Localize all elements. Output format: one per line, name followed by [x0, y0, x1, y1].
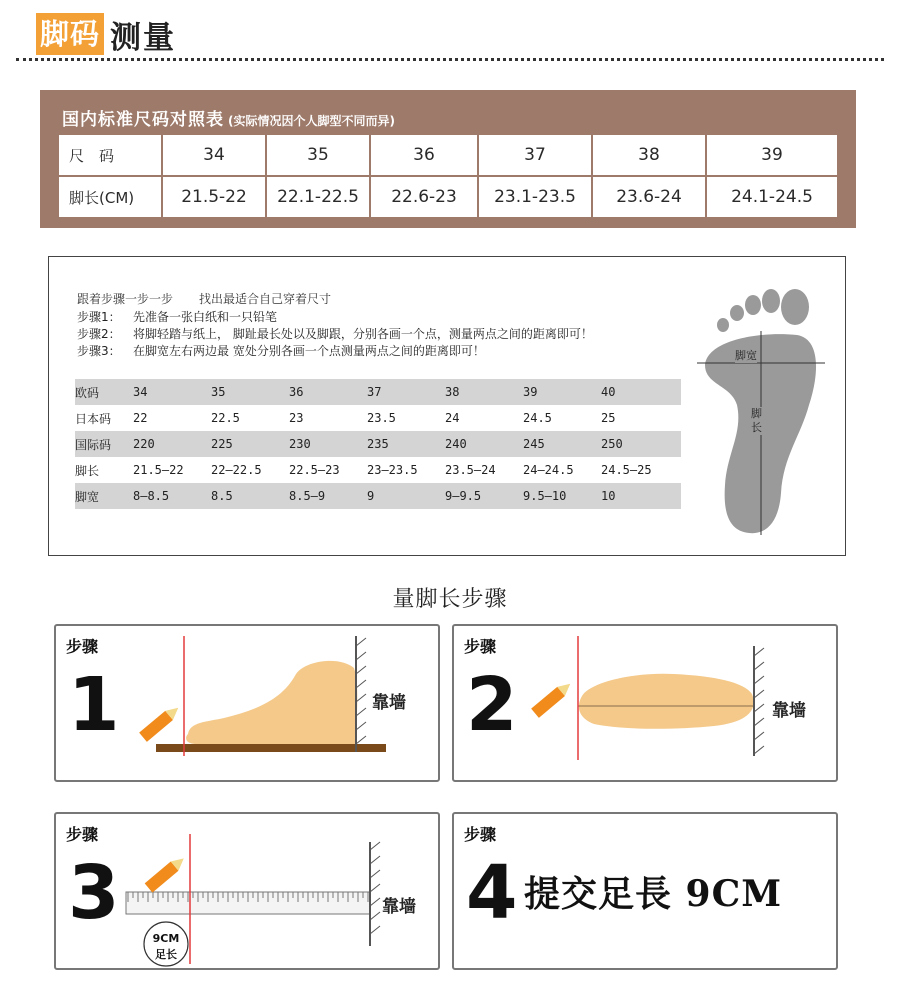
conversion-cell: 22.5—23 [289, 463, 340, 477]
conversion-cell: 23.5—24 [445, 463, 496, 477]
conversion-cell: 250 [601, 437, 623, 451]
toe-shape [781, 289, 809, 325]
wall-label: 靠墙 [372, 693, 406, 713]
conversion-row [75, 483, 681, 509]
pencil-icon [531, 679, 574, 718]
conversion-cell: 8.5 [211, 489, 233, 503]
guide-intro-a: 跟着步骤一步一步 [77, 292, 174, 306]
step-panel-2 [452, 624, 838, 782]
conversion-cell: 21.5—22 [133, 463, 184, 477]
conversion-cell: 8—8.5 [133, 489, 170, 503]
size-comparison-table [40, 90, 856, 228]
measurement-guide [48, 256, 846, 556]
conversion-cell: 24.5 [523, 411, 552, 425]
conversion-row-head: 脚宽 [75, 489, 100, 504]
conversion-cell: 22 [133, 411, 148, 425]
length-badge-b: 足长 [155, 948, 177, 961]
size-cell: 37 [479, 135, 591, 175]
length-cell: 22.1-22.5 [267, 177, 369, 217]
length-cell: 23.1-23.5 [479, 177, 591, 217]
conversion-cell: 23.5 [367, 411, 396, 425]
conversion-cell: 25 [601, 411, 616, 425]
step-label: 步骤 [464, 825, 497, 844]
conversion-cell: 9—9.5 [445, 489, 482, 503]
conversion-cell: 23—23.5 [367, 463, 418, 477]
conversion-row-head: 脚长 [75, 463, 100, 478]
wall-hatch [370, 842, 380, 934]
page-header [36, 12, 176, 56]
step-label: 步骤 [66, 825, 99, 844]
conversion-cell: 225 [211, 437, 233, 451]
size-cell: 35 [267, 135, 369, 175]
step-number: 3 [68, 850, 120, 936]
conversion-cell: 10 [601, 489, 616, 503]
length-cell: 22.6-23 [371, 177, 477, 217]
section-title: 量脚长步骤 [392, 587, 508, 612]
length-badge-a: 9CM [152, 932, 180, 945]
guide-intro-b: 找出最适合自己穿着尺寸 [199, 292, 332, 306]
guide-step [77, 343, 593, 360]
conversion-cell: 24 [445, 411, 460, 425]
conversion-cell: 22—22.5 [211, 463, 262, 477]
foot-shape [186, 661, 357, 744]
conversion-cell: 24.5—25 [601, 463, 652, 477]
size-row-label: 尺 码 [59, 135, 161, 175]
conversion-cell: 34 [133, 385, 148, 399]
pencil-icon [145, 854, 188, 893]
wall-label: 靠墙 [382, 897, 416, 917]
conversion-row-head: 欧码 [75, 385, 100, 400]
conversion-row [75, 405, 681, 431]
wall-label: 靠墙 [772, 701, 806, 721]
wall-hatch [356, 638, 366, 744]
conversion-cell: 38 [445, 385, 460, 399]
header-title: 测量 [110, 19, 177, 56]
length-cell: 24.1-24.5 [707, 177, 837, 217]
conversion-row [75, 457, 681, 483]
size-table-note: (实际情况因个人脚型不同而异) [228, 114, 395, 128]
guide-step-label: 步骤1： [77, 310, 121, 324]
step-label: 步骤 [66, 637, 99, 656]
size-table-grid [58, 134, 838, 218]
conversion-cell: 240 [445, 437, 467, 451]
conversion-cell: 9.5—10 [523, 489, 567, 503]
step-panel-1 [54, 624, 440, 782]
step-panel-3 [54, 812, 440, 970]
conversion-cell: 230 [289, 437, 311, 451]
step-number: 2 [466, 662, 518, 748]
toe-shape [717, 318, 729, 332]
conversion-cell: 23 [289, 411, 304, 425]
guide-step [77, 326, 593, 343]
length-row-label: 脚长(CM) [59, 177, 161, 217]
guide-steps [77, 309, 593, 360]
header-highlight: 脚码 [36, 13, 104, 55]
guide-step [77, 309, 593, 326]
size-table-title-text: 国内标准尺码对照表 [62, 110, 224, 130]
conversion-row [75, 431, 681, 457]
conversion-cell: 9 [367, 489, 375, 503]
guide-step-text: 在脚宽左右两边最 宽处分别各画一个点测量两点之间的距离即可！ [133, 344, 485, 358]
conversion-cell: 40 [601, 385, 616, 399]
size-cell: 39 [707, 135, 837, 175]
size-cell: 38 [593, 135, 705, 175]
guide-step-text: 将脚轻踏与纸上， 脚趾最长处以及脚跟，分别各画一个点，测量两点之间的距离即可！ [133, 327, 593, 341]
conversion-cell: 245 [523, 437, 545, 451]
size-table-title [62, 105, 395, 130]
toe-shape [745, 295, 761, 315]
guide-step-label: 步骤3： [77, 344, 121, 358]
size-cell: 36 [371, 135, 477, 175]
conversion-cell: 22.5 [211, 411, 240, 425]
length-cell: 21.5-22 [163, 177, 265, 217]
step-number: 4 [466, 850, 518, 936]
ruler-illustration [56, 814, 438, 968]
foot-width-label: 脚宽 [735, 349, 757, 362]
conversion-cell: 35 [211, 385, 226, 399]
floor-board [156, 744, 386, 752]
conversion-cell: 37 [367, 385, 382, 399]
guide-step-label: 步骤2： [77, 327, 121, 341]
dotted-divider [16, 58, 884, 61]
toe-shape [730, 305, 744, 321]
length-cell: 23.6-24 [593, 177, 705, 217]
conversion-cell: 220 [133, 437, 155, 451]
conversion-cell: 8.5—9 [289, 489, 326, 503]
foot-shape [579, 674, 754, 729]
pencil-icon [139, 703, 182, 742]
guide-intro [77, 291, 331, 308]
conversion-cell: 235 [367, 437, 389, 451]
wall-hatch [754, 648, 764, 754]
guide-step-text: 先准备一张白纸和一只铅笔 [133, 310, 278, 324]
conversion-table [75, 379, 681, 509]
conversion-row-head: 国际码 [75, 437, 112, 452]
step-label: 步骤 [464, 637, 497, 656]
size-cell: 34 [163, 135, 265, 175]
step-number: 1 [68, 662, 120, 748]
conversion-row [75, 379, 681, 405]
submit-length-text: 提交足長 9CM [524, 873, 783, 915]
conversion-cell: 36 [289, 385, 304, 399]
conversion-cell: 24—24.5 [523, 463, 574, 477]
foot-length-label: 脚长 [751, 407, 762, 434]
conversion-cell: 39 [523, 385, 538, 399]
toe-shape [762, 289, 780, 313]
step-panel-4 [452, 812, 838, 970]
conversion-row-head: 日本码 [75, 411, 112, 426]
